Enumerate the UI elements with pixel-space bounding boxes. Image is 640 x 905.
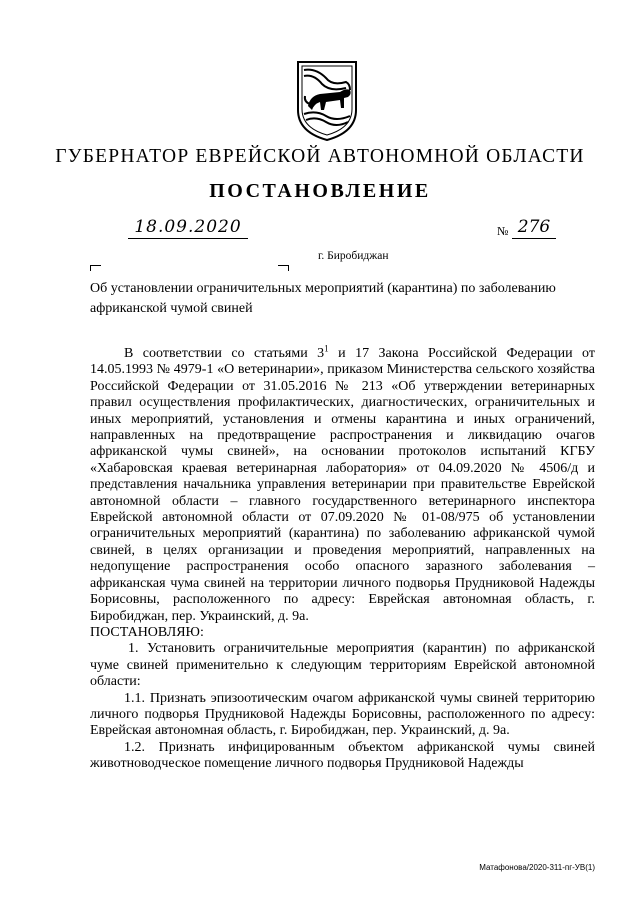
footer-code: Матафонова/2020-311-пг-УВ(1) [479,863,595,872]
coat-of-arms-icon [296,60,358,142]
subject-corner-right [278,265,289,271]
paragraph-preamble: В соответствии со статьями $3^1$ и 17 Закона Российской Федерации от 14.05.1993 № 4979-1 «О ветеринарии», приказом Министерства сельского хозяйства Российской Федерации от 31.05.2016 № 213 «Об утверждении ветеринарных правил осуществления профилактических, диагностических, ограничительных и иных мероприятий, установления и отмены карантина и иных ограничений, направленных на предотвращение распространения и ликвидацию очагов африканской чумы свиней», на основании протоколов испытаний КГБУ «Хабаровская краевая ветеринарная лаборатория» от 04.09.2020 № 4506/д и представления начальника управления ветеринарии при правительстве Еврейской автономной области – главного государственного ветеринарного инспектора Еврейской автономной области от 07.09.2020 № 01-08/975 об установлении ограничительных мероприятий (карантина) по заболеванию африканской чумой свиней, в целях организации и проведения мероприятий, направленных на недопущение распространения особо опасного заразного заболевания – африканская чума свиней на территории личного подворья Прудниковой Надежды Борисовны, расположенного по адресу: Еврейская автономная область, г. Биробиджан, пер. Украинский, д. 9а. [90,343,595,624]
number-prefix: № [497,224,509,238]
decree-word: ПОСТАНОВЛЯЮ: [90,624,204,640]
document-subject: Об установлении ограничительных мероприятий (карантина) по заболеванию африканской чумой свиней [90,281,556,316]
subject-corner-left [90,265,101,271]
document-number: 276 [512,216,556,239]
issuer-title: ГУБЕРНАТОР ЕВРЕЙСКОЙ АВТОНОМНОЙ ОБЛАСТИ [55,146,585,167]
document-city: г. Биробиджан [318,250,389,262]
paragraph-item-1-1: 1.1. Признать эпизоотическим очагом африканской чумы свиней территорию личного подворья Прудниковой Надежды Борисовны, расположенного по адресу: Еврейская автономная область, г. Биробиджан, пер. Украинский, д. 9а. [90,690,595,739]
document-type: ПОСТАНОВЛЕНИЕ [209,180,431,202]
paragraph-item-1-2: 1.2. Признать инфицированным объектом африканской чумы свиней животноводческое помещение личного подворья Прудниковой Надежды [90,739,595,772]
document-date: 18.09.2020 [128,216,248,239]
paragraph-item-1: 1. Установить ограничительные мероприятия (карантин) по африканской чуме свиней применительно к следующим территориям Еврейской автономной области: [90,641,595,690]
document-body [90,343,595,773]
